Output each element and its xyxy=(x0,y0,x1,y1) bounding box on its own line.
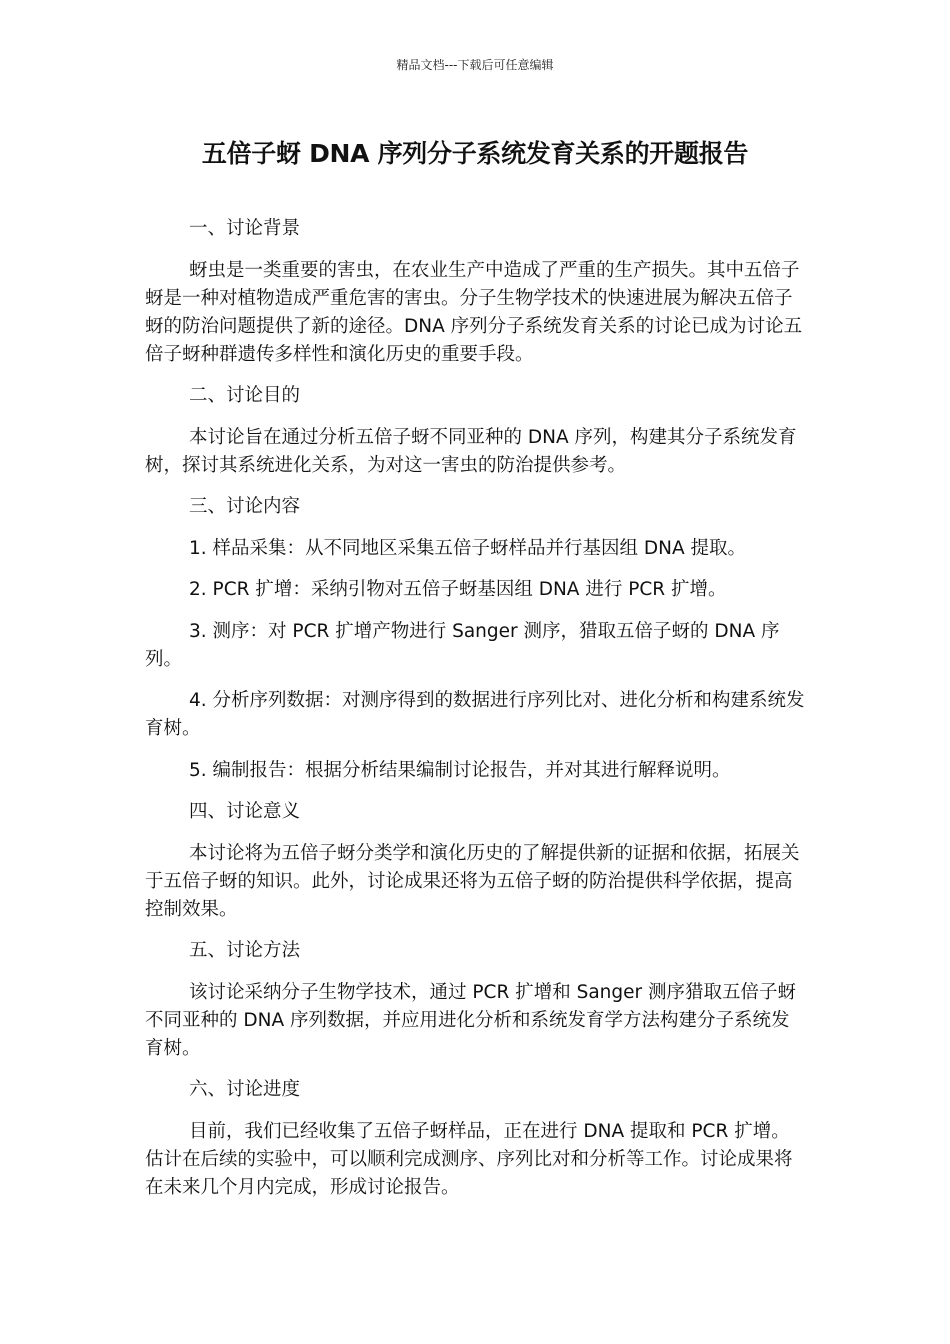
paragraph-significance: 本讨论将为五倍子蚜分类学和演化历史的了解提供新的证据和依据，拓展关于五倍子蚜的知识。此外，讨论成果还将为五倍子蚜的防治提供科学依据，提高控制效果。 xyxy=(145,842,800,920)
list-item-analysis: 4. 分析序列数据：对测序得到的数据进行序列比对、进化分析和构建系统发育树。 xyxy=(145,690,805,739)
paragraph-progress: 目前，我们已经收集了五倍子蚜样品，正在进行 DNA 提取和 PCR 扩增。估计在后续的实验中，可以顺利完成测序、序列比对和分析等工作。讨论成果将在未来几个月内完成，形成讨论报告。 xyxy=(145,1120,793,1198)
paragraph-method: 该讨论采纳分子生物学技术，通过 PCR 扩增和 Sanger 测序猎取五倍子蚜不同亚种的 DNA 序列数据，并应用进化分析和系统发育学方法构建分子系统发育树。 xyxy=(145,981,796,1059)
section-heading-background: 一、讨论背景 xyxy=(189,218,301,239)
section-heading-purpose: 二、讨论目的 xyxy=(189,385,301,406)
list-item-report: 5. 编制报告：根据分析结果编制讨论报告，并对其进行解释说明。 xyxy=(189,759,731,781)
section-heading-significance: 四、讨论意义 xyxy=(189,801,301,822)
list-item-sampling: 1. 样品采集：从不同地区采集五倍子蚜样品并行基因组 DNA 提取。 xyxy=(189,537,747,559)
document-body xyxy=(145,215,807,1215)
section-heading-method: 五、讨论方法 xyxy=(189,940,301,961)
page-header-watermark: 精品文档---下载后可任意编辑 xyxy=(396,58,554,72)
paragraph-purpose: 本讨论旨在通过分析五倍子蚜不同亚种的 DNA 序列，构建其分子系统发育树，探讨其系统进化关系，为对这一害虫的防治提供参考。 xyxy=(145,426,797,476)
section-heading-progress: 六、讨论进度 xyxy=(189,1079,301,1100)
paragraph-background: 蚜虫是一类重要的害虫，在农业生产中造成了严重的生产损失。其中五倍子蚜是一种对植物造成严重危害的害虫。分子生物学技术的快速进展为解决五倍子蚜的防治问题提供了新的途径。DNA 序列分子系统发育关系的讨论已成为讨论五倍子蚜种群遗传多样性和演化历史的重要手段。 xyxy=(145,259,803,365)
list-item-pcr: 2. PCR 扩增：采纳引物对五倍子蚜基因组 DNA 进行 PCR 扩增。 xyxy=(189,579,727,600)
section-heading-content: 三、讨论内容 xyxy=(189,496,301,517)
document-title: 五倍子蚜 DNA 序列分子系统发育关系的开题报告 xyxy=(201,139,749,168)
list-item-sequencing: 3. 测序：对 PCR 扩增产物进行 Sanger 测序，猎取五倍子蚜的 DNA 序列。 xyxy=(145,620,780,670)
